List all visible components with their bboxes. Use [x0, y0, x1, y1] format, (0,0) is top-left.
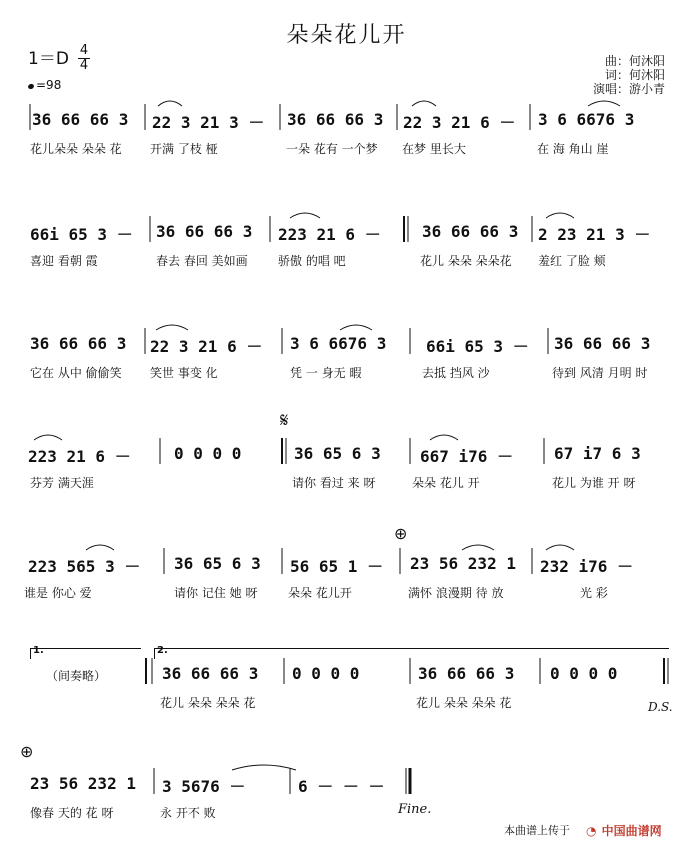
lyric-line: 在 海 角山 崖	[537, 142, 609, 156]
measure-notes: 0 0 0 0	[174, 444, 242, 463]
lyric-line: 花儿 朵朵 朵朵花	[420, 254, 512, 268]
lyric-line: 开满 了枝 桠	[150, 142, 218, 156]
measure-notes: 36 66 66 3	[32, 110, 129, 129]
measure-notes: 22 3 21 3 －	[152, 113, 265, 132]
composer-credit: 曲：何沐阳	[604, 54, 665, 68]
upload-note: 本曲谱上传于	[504, 824, 570, 837]
tie-slur	[546, 545, 574, 550]
page-title: 朵朵花儿开	[286, 23, 407, 48]
lyric-line: 花儿 为谁 开 呀	[552, 476, 636, 490]
lyric-line: 喜迎 看朝 霞	[30, 254, 98, 268]
lyric-line: 它在 从中 偷偷笑	[30, 366, 122, 380]
measure-notes: 223 21 6 －	[28, 447, 131, 466]
tempo-value: =98	[36, 78, 62, 92]
tie-slur	[588, 101, 620, 106]
measure-notes: 22 3 21 6 －	[403, 113, 516, 132]
lyric-line: 朵朵 花儿开	[288, 586, 352, 600]
lyric-line: 花儿朵朵 朵朵 花	[30, 142, 122, 156]
measure-notes: 2 23 21 3 －	[538, 225, 651, 244]
time-signature-top: 4	[79, 43, 89, 58]
measure-notes: 36 66 66 3	[156, 222, 253, 241]
lyric-line: 光 彩	[580, 586, 608, 600]
lyric-line: 请你 看过 来 呀	[292, 476, 376, 490]
tie-slur	[430, 435, 458, 440]
measure-notes: 22 3 21 6 －	[150, 337, 263, 356]
measure-notes: 36 66 66 3	[287, 110, 384, 129]
ds-mark: D.S.	[648, 700, 673, 714]
measure-notes: 23 56 232 1	[410, 554, 516, 573]
interlude-omitted-note: （间奏略）	[46, 669, 107, 683]
tie-slur	[462, 545, 494, 550]
lyric-line: 永 开不 败	[160, 806, 216, 820]
measure-notes: 56 65 1 －	[290, 557, 384, 576]
measure-notes: 66i 65 3 －	[30, 225, 133, 244]
lyric-line: 像春 天的 花 呀	[30, 806, 114, 820]
logo-swirl-icon: ◔	[586, 824, 597, 838]
measure-notes: 23 56 232 1	[30, 774, 136, 793]
lyric-line: 一朵 花有 一个梦	[286, 142, 378, 156]
measure-notes: 36 65 6 3	[294, 444, 381, 463]
tie-slur	[34, 435, 62, 440]
measure-notes: 36 66 66 3	[162, 664, 259, 683]
lyric-line: 朵朵 花儿 开	[412, 476, 480, 490]
tie-slur	[156, 325, 188, 330]
measure-notes: 6 － － －	[298, 777, 385, 796]
site-logo-text: 中国曲谱网	[601, 824, 662, 838]
measure-notes: 3 6 6676 3	[290, 334, 387, 353]
singer-credit: 演唱：游小青	[592, 82, 665, 96]
coda-icon: ⊕	[394, 524, 408, 543]
lyric-line: 待到 风清 月明 时	[552, 366, 648, 380]
lyric-line: 请你 记住 她 呀	[174, 586, 258, 600]
lyric-line: 春去 春回 美如画	[156, 254, 248, 268]
tie-slur	[340, 325, 372, 330]
measure-notes: 67 i7 6 3	[554, 444, 641, 463]
tie-slur	[546, 213, 574, 218]
measure-notes: 232 i76 －	[540, 557, 634, 576]
lyric-line: 笑世 事变 化	[150, 366, 218, 380]
measure-notes: 36 66 66 3	[554, 334, 651, 353]
lyric-line: 羞红 了脸 颊	[538, 254, 606, 268]
lyric-line: 去抵 挡风 沙	[422, 366, 490, 380]
lyricist-credit: 词：何沐阳	[604, 68, 665, 82]
measure-notes: 36 66 66 3	[422, 222, 519, 241]
measure-notes: 667 i76 －	[420, 447, 514, 466]
tie-slur	[412, 101, 436, 106]
measure-notes: 0 0 0 0	[550, 664, 618, 683]
measure-notes: 36 66 66 3	[418, 664, 515, 683]
fine-mark: Fine.	[398, 802, 432, 817]
time-signature-bottom: 4	[79, 58, 89, 73]
measure-notes: 66i 65 3 －	[426, 337, 529, 356]
lyric-line: 花儿 朵朵 朵朵 花	[160, 696, 256, 710]
lyric-line: 骄傲 的唱 吧	[278, 254, 346, 268]
measure-notes: 36 65 6 3	[174, 554, 261, 573]
measure-notes: 3 6 6676 3	[538, 110, 635, 129]
tie-slur	[290, 213, 320, 218]
lyric-line: 花儿 朵朵 朵朵 花	[416, 696, 512, 710]
measure-notes: 36 66 66 3	[30, 334, 127, 353]
volta-label-2: 2.	[157, 645, 168, 656]
measure-notes: 223 565 3 －	[28, 557, 141, 576]
measure-notes: 223 21 6 －	[278, 225, 381, 244]
key-signature: 1＝D	[28, 49, 69, 69]
lyric-line: 谁是 你心 爱	[24, 586, 92, 600]
lyric-line: 在梦 里长大	[402, 142, 466, 156]
measure-notes: 3 5676 －	[162, 777, 246, 796]
lyric-line: 满怀 浪漫期 待 放	[408, 586, 504, 600]
volta-label-1: 1.	[33, 645, 44, 656]
segno-icon: 𝄋	[280, 408, 289, 432]
tie-slur	[158, 101, 182, 106]
tie-slur	[86, 545, 114, 550]
lyric-line: 凭 一 身无 暇	[290, 366, 362, 380]
coda-icon: ⊕	[20, 742, 34, 761]
measure-notes: 0 0 0 0	[292, 664, 360, 683]
tie-slur	[232, 765, 296, 770]
lyric-line: 芬芳 满天涯	[30, 476, 94, 490]
